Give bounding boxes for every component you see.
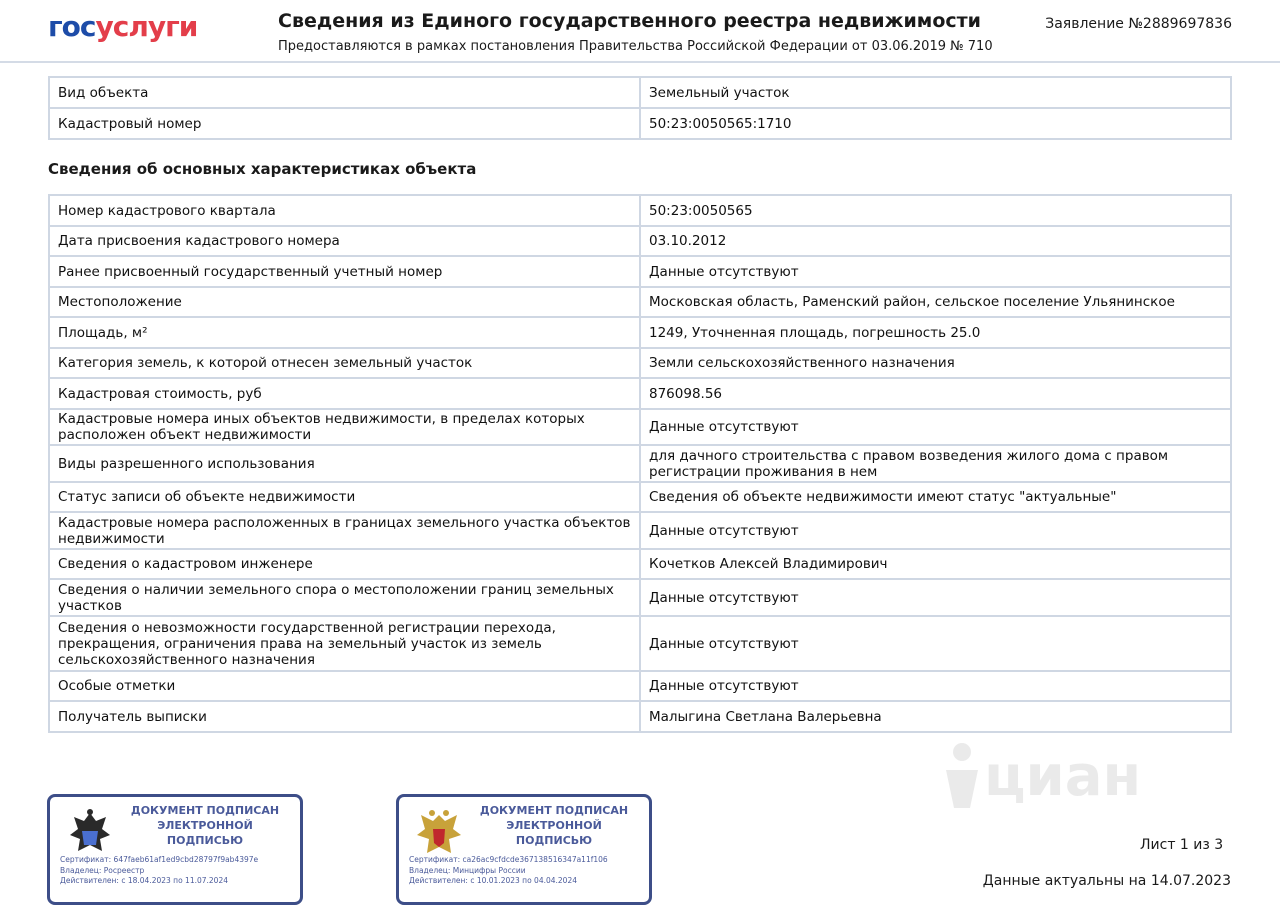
row-value: Земельный участок	[640, 77, 1231, 108]
row-label: Номер кадастрового квартала	[49, 195, 640, 226]
rosreestr-emblem-icon	[66, 807, 114, 857]
row-label: Кадастровый номер	[49, 108, 640, 139]
document-title: Сведения из Единого государственного реестра недвижимости	[278, 10, 981, 32]
row-label: Виды разрешенного использования	[49, 445, 640, 482]
row-value: Данные отсутствуют	[640, 579, 1231, 616]
table-row	[49, 256, 1231, 287]
row-label: Категория земель, к которой отнесен земельный участок	[49, 348, 640, 378]
row-value: Данные отсутствуют	[640, 671, 1231, 701]
row-value: Земли сельскохозяйственного назначения	[640, 348, 1231, 378]
row-label: Получатель выписки	[49, 701, 640, 732]
cian-watermark	[940, 740, 1140, 810]
data-actual-date: Данные актуальны на 14.07.2023	[982, 873, 1231, 889]
gosuslugi-logo	[48, 10, 197, 43]
signature-stamp-mintsifry	[396, 794, 652, 905]
row-value: Малыгина Светлана Валерьевна	[640, 701, 1231, 732]
table-row	[49, 108, 1231, 139]
logo-part-uslugi: услуги	[95, 10, 198, 43]
table-row	[49, 445, 1231, 482]
row-value: 50:23:0050565	[640, 195, 1231, 226]
russia-coat-of-arms-icon	[415, 807, 463, 857]
stamp-meta	[409, 855, 608, 887]
characteristics-table	[48, 194, 1232, 733]
logo-part-gos: гос	[48, 10, 96, 43]
row-value: Московская область, Раменский район, сельское поселение Ульянинское	[640, 287, 1231, 317]
row-value: 876098.56	[640, 378, 1231, 409]
characteristics-body	[49, 195, 1231, 732]
object-summary-body	[49, 77, 1231, 139]
stamp-validity: Действителен: с 10.01.2023 по 04.04.2024	[409, 876, 577, 885]
row-label: Дата присвоения кадастрового номера	[49, 226, 640, 256]
header-divider	[0, 61, 1280, 63]
table-row	[49, 701, 1231, 732]
row-value: 50:23:0050565:1710	[640, 108, 1231, 139]
object-summary-table	[48, 76, 1232, 140]
row-label: Кадастровые номера расположенных в границах земельного участка объектов недвижимости	[49, 512, 640, 549]
stamp-certificate: Сертификат: 647faeb61af1ed9cbd28797f9ab4397e	[60, 855, 259, 864]
row-value: Данные отсутствуют	[640, 512, 1231, 549]
table-row	[49, 226, 1231, 256]
stamp-title-line: ПОДПИСЬЮ	[515, 834, 593, 847]
table-row	[49, 287, 1231, 317]
table-row	[49, 616, 1231, 671]
document-subtitle: Предоставляются в рамках постановления Правительства Российской Федерации от 03.06.2019 № 710	[278, 39, 993, 54]
table-row	[49, 348, 1231, 378]
row-label: Сведения о наличии земельного спора о местоположении границ земельных участков	[49, 579, 640, 616]
application-number: Заявление №2889697836	[1045, 16, 1232, 32]
table-row	[49, 579, 1231, 616]
row-value: Кочетков Алексей Владимирович	[640, 549, 1231, 579]
row-value: 03.10.2012	[640, 226, 1231, 256]
row-label: Ранее присвоенный государственный учетный номер	[49, 256, 640, 287]
table-row	[49, 512, 1231, 549]
row-label: Кадастровые номера иных объектов недвижимости, в пределах которых расположен объект недвижимости	[49, 409, 640, 445]
stamp-certificate: Сертификат: ca26ac9cfdcde367138516347a11f106	[409, 855, 608, 864]
table-row	[49, 77, 1231, 108]
row-value: Данные отсутствуют	[640, 409, 1231, 445]
row-label: Кадастровая стоимость, руб	[49, 378, 640, 409]
row-label: Статус записи об объекте недвижимости	[49, 482, 640, 512]
table-row	[49, 671, 1231, 701]
row-value: Сведения об объекте недвижимости имеют статус "актуальные"	[640, 482, 1231, 512]
stamp-title-line: ЭЛЕКТРОННОЙ	[157, 819, 253, 832]
row-value: Данные отсутствуют	[640, 616, 1231, 671]
row-label: Площадь, м²	[49, 317, 640, 348]
table-row	[49, 195, 1231, 226]
table-row	[49, 549, 1231, 579]
stamp-title-line: ПОДПИСЬЮ	[166, 834, 244, 847]
table-row	[49, 482, 1231, 512]
row-value: 1249, Уточненная площадь, погрешность 25.0	[640, 317, 1231, 348]
row-value: Данные отсутствуют	[640, 256, 1231, 287]
stamp-title-line: ДОКУМЕНТ ПОДПИСАН	[130, 804, 280, 817]
row-label: Местоположение	[49, 287, 640, 317]
table-row	[49, 378, 1231, 409]
watermark-figure-icon	[940, 740, 984, 810]
watermark-text: циан	[984, 744, 1142, 809]
row-label: Сведения о кадастровом инженере	[49, 549, 640, 579]
stamp-validity: Действителен: с 18.04.2023 по 11.07.2024	[60, 876, 228, 885]
stamp-meta	[60, 855, 258, 887]
table-row	[49, 409, 1231, 445]
table-row	[49, 317, 1231, 348]
stamp-title	[465, 803, 643, 848]
row-label: Сведения о невозможности государственной регистрации перехода, прекращения, ограничения права на земельный участок из земель сельскохозяйственного назначения	[49, 616, 640, 671]
row-label: Особые отметки	[49, 671, 640, 701]
stamp-owner: Владелец: Росреестр	[60, 865, 145, 875]
page-number: Лист 1 из 3	[1140, 837, 1224, 853]
stamp-title-line: ДОКУМЕНТ ПОДПИСАН	[479, 804, 629, 817]
section-title: Сведения об основных характеристиках объекта	[48, 160, 477, 178]
stamp-title	[116, 803, 294, 848]
stamp-title-line: ЭЛЕКТРОННОЙ	[506, 819, 602, 832]
row-label: Вид объекта	[49, 77, 640, 108]
signature-stamp-rosreestr	[47, 794, 303, 905]
row-value: для дачного строительства с правом возведения жилого дома с правом регистрации проживания в нем	[640, 445, 1231, 482]
stamp-owner: Владелец: Минцифры России	[409, 865, 526, 875]
